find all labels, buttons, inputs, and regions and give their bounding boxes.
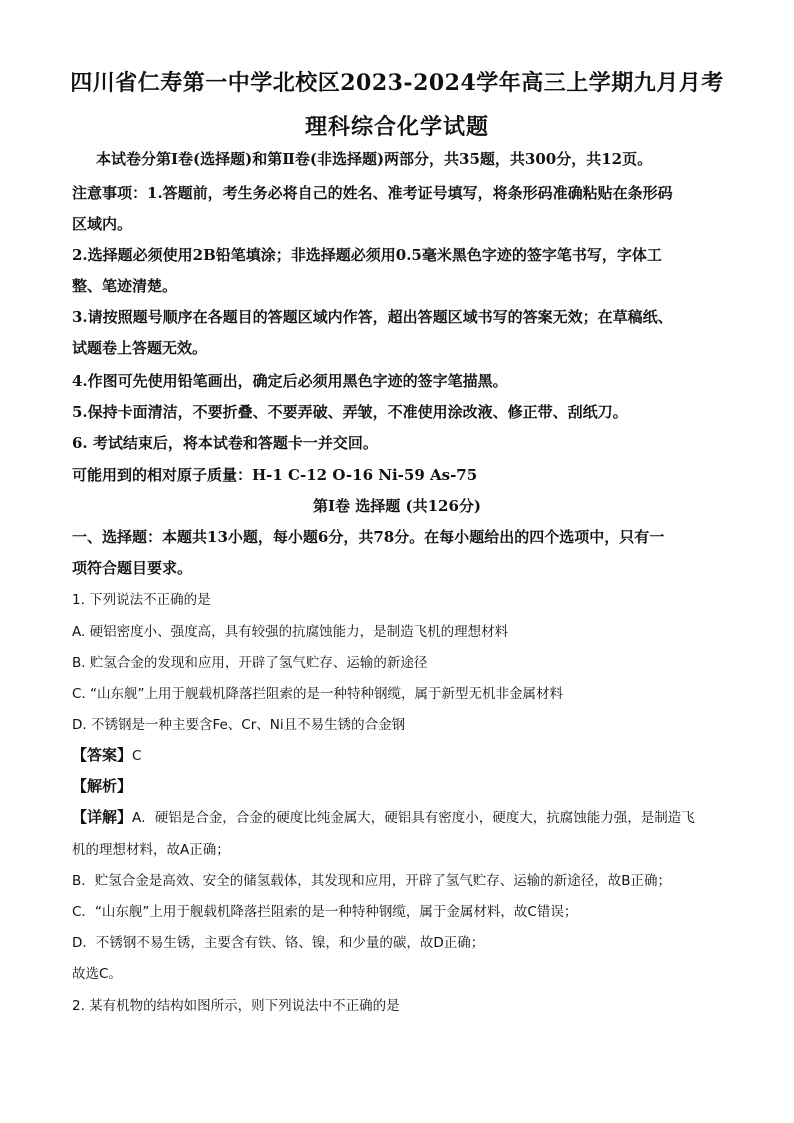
- question-2-stem: 2. 某有机物的结构如图所示，则下列说法中不正确的是: [72, 998, 400, 1014]
- detail-b: B．贮氢合金是高效、安全的储氢载体，其发现和应用，开辟了氢气贮存、运输的新途径，故B正确；: [72, 873, 672, 889]
- question-1-option-d: D. 不锈钢是一种主要含Fe、Cr、Ni且不易生锈的合金钢: [72, 717, 406, 733]
- detail-d: D．不锈钢不易生锈，主要含有铁、铬、镍，和少量的碳，故D正确；: [72, 935, 485, 951]
- notice-2: 2.选择题必须使用2B铅笔填涂；非选择题必须用0.5毫米黑色字迹的签字笔书写，字体工: [72, 246, 662, 264]
- detail-a-row: [72, 806, 722, 827]
- notice-2-cont: 整、笔迹清楚。: [72, 277, 178, 295]
- question-1-option-a: A. 硬铝密度小、强度高，具有较强的抗腐蚀能力，是制造飞机的理想材料: [72, 624, 509, 640]
- atomic-mass-line: 可能用到的相对原子质量：H-1 C-12 O-16 Ni-59 As-75: [72, 466, 478, 484]
- conclusion: 故选C。: [72, 966, 122, 982]
- question-1-option-c: C. “山东舰”上用于舰载机降落拦阻索的是一种特种钢缆，属于新型无机非金属材料: [72, 686, 563, 702]
- notice-1-cont: 区域内。: [72, 215, 133, 233]
- detail-a-cont: 机的理想材料，故A正确；: [72, 842, 230, 858]
- notice-4: 4.作图可先使用铅笔画出，确定后必须用黑色字迹的签字笔描黑。: [72, 372, 508, 390]
- section-heading: 第Ⅰ卷 选择题 (共126分): [313, 497, 481, 515]
- notice-3-cont: 试题卷上答题无效。: [72, 339, 208, 357]
- document-title: 四川省仁寿第一中学北校区2023-2024学年高三上学期九月月考: [70, 70, 724, 96]
- question-1-option-b: B. 贮氢合金的发现和应用，开辟了氢气贮存、运输的新途径: [72, 655, 428, 671]
- answer-label: 【答案】: [72, 746, 133, 764]
- notice-1: 注意事项：1.答题前，考生务必将自己的姓名、准考证号填写，将条形码准确粘贴在条形码: [72, 184, 673, 202]
- detail-c: C．“山东舰”上用于舰载机降落拦阻索的是一种特种钢缆，属于金属材料，故C错误；: [72, 904, 578, 920]
- detail-a-text: A．硬铝是合金，合金的硬度比纯金属大，硬铝具有密度小，硬度大，抗腐蚀能力强，是制造飞: [132, 810, 695, 826]
- section-instructions-cont: 项符合题目要求。: [72, 559, 193, 577]
- answer-row: [72, 744, 722, 765]
- intro-line: 本试卷分第Ⅰ卷(选择题)和第Ⅱ卷(非选择题)两部分，共35题，共300分，共12页。: [96, 150, 653, 168]
- analysis-label: 【解析】: [72, 777, 133, 795]
- notice-5: 5.保持卡面清洁，不要折叠、不要弄破、弄皱，不准使用涂改液、修正带、刮纸刀。: [72, 403, 628, 421]
- document-subtitle: 理科综合化学试题: [304, 114, 489, 140]
- section-instructions: 一、选择题：本题共13小题，每小题6分，共78分。在每小题给出的四个选项中，只有一: [72, 528, 665, 546]
- notice-3: 3.请按照题号顺序在各题目的答题区域内作答，超出答题区域书写的答案无效；在草稿纸、: [72, 308, 673, 326]
- detail-label: 【详解】: [72, 808, 133, 826]
- question-1-stem: 1. 下列说法不正确的是: [72, 592, 211, 608]
- notice-6: 6. 考试结束后，将本试卷和答题卡一并交回。: [72, 434, 378, 452]
- answer-value: C: [132, 748, 142, 764]
